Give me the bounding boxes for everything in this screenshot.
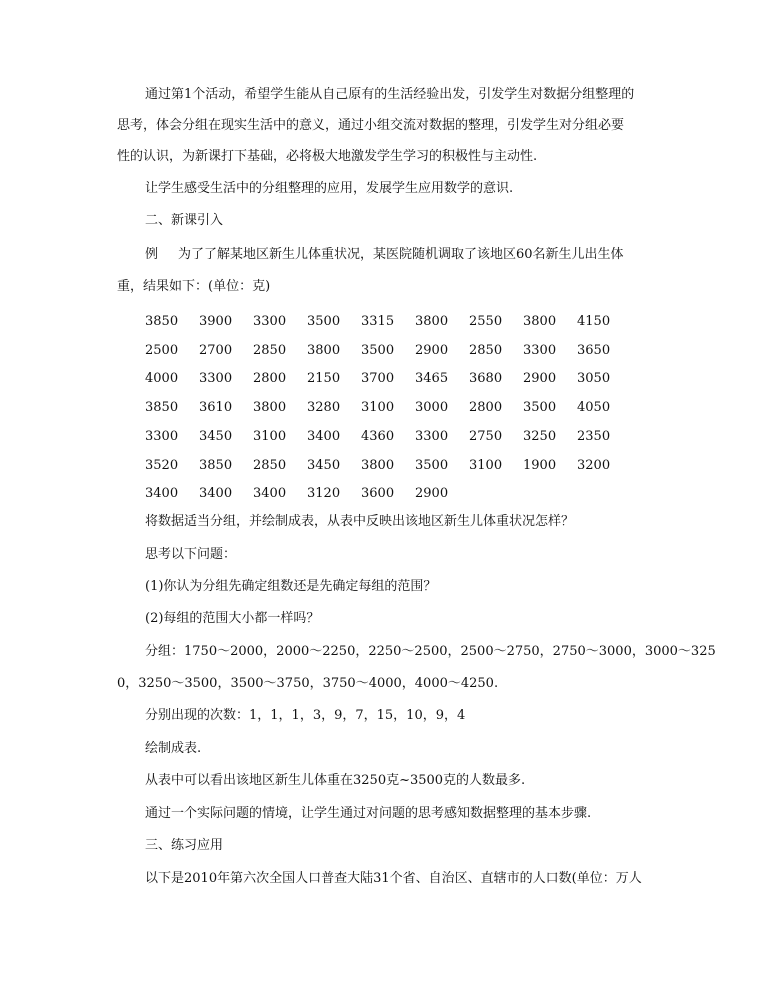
example-label: 例	[145, 247, 159, 262]
data-value: 3250	[523, 428, 557, 444]
section-heading: 二、新课引入	[145, 213, 224, 228]
data-value: 2700	[199, 342, 233, 358]
data-value: 3400	[199, 486, 233, 502]
data-value: 3315	[361, 314, 395, 329]
conclusion-line: 从表中可以看出该地区新生儿体重在3250克~3500克的人数最多.	[145, 773, 526, 788]
think-prompt: 思考以下问题：	[145, 547, 237, 562]
data-value: 3850	[145, 400, 179, 416]
data-value: 2900	[523, 371, 557, 387]
data-value: 4150	[577, 314, 611, 329]
data-value: 3500	[415, 457, 449, 473]
data-value: 3850	[145, 314, 179, 329]
example-text: 为了了解某地区新生儿体重状况，某医院随机调取了该地区60名新生儿出生体	[178, 247, 624, 262]
data-value: 3800	[361, 457, 395, 473]
data-value: 2850	[253, 457, 287, 473]
data-value: 3900	[199, 314, 233, 329]
data-value: 3700	[361, 371, 395, 387]
data-value: 3400	[253, 486, 287, 502]
data-value: 3100	[361, 400, 395, 416]
frequency-line: 分别出现的次数：1，1，1，3，9，7，15，10，9，4	[145, 708, 466, 723]
data-value: 2900	[415, 342, 449, 358]
data-value: 3650	[577, 342, 611, 358]
data-value: 3500	[307, 314, 341, 329]
paragraph-line: 通过第1个活动，希望学生能从自己原有的生活经验出发，引发学生对数据分组整理的	[145, 87, 635, 102]
data-value: 3400	[307, 428, 341, 444]
data-value: 3450	[307, 457, 341, 473]
data-value: 3465	[415, 371, 449, 387]
data-value: 3300	[199, 371, 233, 387]
data-value: 4000	[145, 371, 179, 387]
data-value: 3280	[307, 400, 341, 416]
data-value: 2800	[469, 400, 503, 416]
question-2: (2)每组的范围大小都一样吗？	[145, 611, 320, 626]
data-value: 3500	[523, 400, 557, 416]
paragraph-line: 性的认识，为新课打下基础，必将极大地激发学生学习的积极性与主动性.	[117, 149, 538, 164]
question-intro: 将数据适当分组，并绘制成表，从表中反映出该地区新生儿体重状况怎样？	[145, 514, 575, 529]
data-value: 3800	[307, 342, 341, 358]
draw-table-line: 绘制成表.	[145, 741, 202, 756]
data-value: 4050	[577, 400, 611, 416]
example-text: 重，结果如下：(单位：克)	[117, 279, 271, 294]
data-value: 3300	[145, 428, 179, 444]
section-heading: 三、练习应用	[145, 838, 224, 853]
data-value: 4360	[361, 428, 395, 444]
data-value: 2750	[469, 428, 503, 444]
data-value: 2850	[253, 342, 287, 358]
data-value: 2900	[415, 486, 449, 502]
data-value: 3050	[577, 371, 611, 387]
data-value: 3520	[145, 457, 179, 473]
data-value: 2350	[577, 428, 611, 444]
data-value: 2550	[469, 314, 503, 329]
data-value: 3680	[469, 371, 503, 387]
data-value: 3800	[253, 400, 287, 416]
data-value: 3100	[253, 428, 287, 444]
data-value: 3800	[523, 314, 557, 329]
data-value: 1900	[523, 457, 557, 473]
data-value: 3500	[361, 342, 395, 358]
paragraph-line: 以下是2010年第六次全国人口普查大陆31个省、自治区、直辖市的人口数(单位：万人	[145, 871, 642, 886]
data-value: 3200	[577, 457, 611, 473]
grouping-line: 0，3250～3500，3500～3750，3750～4000，4000～4250.	[117, 676, 499, 691]
data-value: 3800	[415, 314, 449, 329]
data-value: 3300	[415, 428, 449, 444]
data-value: 2800	[253, 371, 287, 387]
data-value: 3120	[307, 486, 341, 502]
data-value: 3600	[361, 486, 395, 502]
data-value: 2500	[145, 342, 179, 358]
data-value: 3450	[199, 428, 233, 444]
question-1: (1)你认为分组先确定组数还是先确定每组的范围？	[145, 579, 437, 594]
paragraph-line: 思考，体会分组在现实生活中的意义，通过小组交流对数据的整理，引发学生对分组必要	[117, 118, 625, 133]
data-value: 2150	[307, 371, 341, 387]
data-value: 3300	[253, 314, 287, 329]
data-value: 3000	[415, 400, 449, 416]
data-value: 3300	[523, 342, 557, 358]
data-value: 2850	[469, 342, 503, 358]
paragraph-line: 让学生感受生活中的分组整理的应用，发展学生应用数学的意识.	[145, 181, 514, 196]
summary-line: 通过一个实际问题的情境，让学生通过对问题的思考感知数据整理的基本步骤.	[145, 806, 592, 821]
grouping-line: 分组：1750～2000，2000～2250，2250～2500，2500～2750，2750～3000，3000～325	[145, 644, 716, 659]
data-value: 3850	[199, 457, 233, 473]
data-value: 3400	[145, 486, 179, 502]
data-value: 3100	[469, 457, 503, 473]
data-value: 3610	[199, 400, 233, 416]
